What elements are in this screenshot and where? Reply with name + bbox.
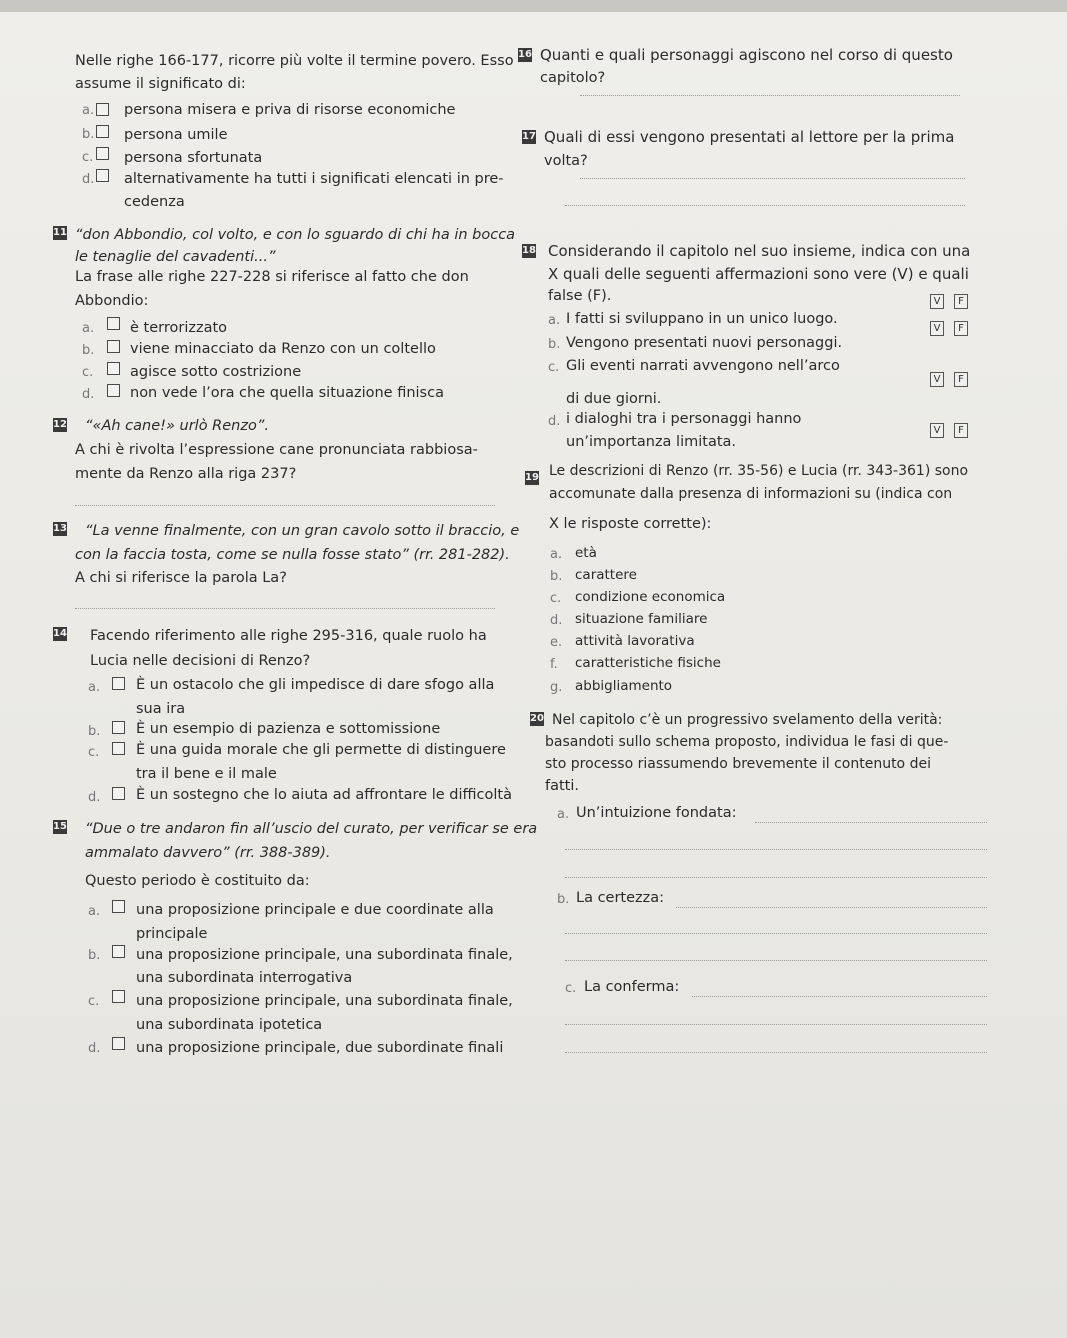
q11-number-badge: 11 [53,227,67,238]
q14-option-a-checkbox[interactable] [112,677,125,690]
q20-stem-line3: sto processo riassumendo brevemente il contenuto dei [545,756,931,772]
q11-option-b-text: viene minacciato da Renzo con un coltello [130,341,436,357]
q20-phase-c-line-3[interactable] [565,1052,987,1053]
q15-option-c-checkbox[interactable] [112,990,125,1003]
q20-stem-line1: Nel capitolo c’è un progressivo svelamento della verità: [552,712,943,728]
q10-option-c-checkbox[interactable] [96,147,109,160]
q15-quote-line2: ammalato davvero” (rr. 388-389). [85,845,331,861]
q18-item-b-letter: b. [548,337,561,352]
q11-option-b-checkbox[interactable] [107,340,120,353]
q11-option-b-letter: b. [82,343,95,358]
q10-stem-line1: Nelle righe 166-177, ricorre più volte il termine povero. Esso [75,53,514,69]
q14-option-d-letter: d. [88,790,101,805]
q20-phase-c-line-1[interactable] [692,996,987,997]
q18-item-b-f-box[interactable]: F [954,321,968,336]
q11-option-a-text: è terrorizzato [130,320,228,336]
q15-option-a-checkbox[interactable] [112,900,125,913]
q11-option-a-letter: a. [82,321,95,336]
q20-phase-a-line-3[interactable] [565,877,987,878]
q19-stem-line1: Le descrizioni di Renzo (rr. 35-56) e Lucia (rr. 343-361) sono [549,463,969,479]
q19-option-g-letter[interactable]: g. [550,680,563,695]
q14-option-b-checkbox[interactable] [112,721,125,734]
q19-option-a-letter[interactable]: a. [550,547,563,562]
q14-option-a-text-cont: sua ira [136,701,186,717]
q13-stem: A chi si riferisce la parola La? [75,570,287,586]
q14-option-c-text-cont: tra il bene e il male [136,766,277,782]
q20-phase-b-label: La certezza: [576,890,665,906]
q19-option-e-text: attività lavorativa [575,633,695,649]
q10-option-a-checkbox[interactable] [96,103,109,116]
q11-option-d-text: non vede l’ora che quella situazione finisca [130,385,444,401]
q20-number-badge: 20 [530,713,544,724]
q10-option-d-text: alternativamente ha tutti i significati elencati in pre- [124,171,504,187]
q18-item-c-f-box[interactable]: F [954,372,968,387]
q15-option-c-text: una proposizione principale, una subordinata finale, [136,993,513,1009]
q10-stem-line2: assume il significato di: [75,76,246,92]
q16-answer-line[interactable] [580,95,960,96]
q18-item-a-v-box[interactable]: V [930,294,944,309]
q14-option-b-text: È un esempio di pazienza e sottomissione [136,721,441,737]
q20-phase-a-label: Un’intuizione fondata: [576,805,737,821]
q18-stem-line1: Considerando il capitolo nel suo insieme, indica con una [548,242,971,260]
q11-option-d-letter: d. [82,387,95,402]
q18-item-c-letter: c. [548,360,560,375]
q16-stem-line1: Quanti e quali personaggi agiscono nel corso di questo [540,46,953,64]
q18-item-a-text: I fatti si sviluppano in un unico luogo. [566,311,838,327]
q19-option-g-text: abbigliamento [575,678,673,694]
q20-stem-line2: basandoti sullo schema proposto, individua le fasi di que- [545,734,949,750]
q19-option-d-letter[interactable]: d. [550,613,563,628]
q15-option-c-text-cont: una subordinata ipotetica [136,1017,323,1033]
q14-option-c-letter: c. [88,745,100,760]
top-edge [0,0,1067,12]
q15-number-badge: 15 [53,821,67,832]
q14-stem-line1: Facendo riferimento alle righe 295-316, quale ruolo ha [90,628,487,644]
q18-item-c-v-box[interactable]: V [930,372,944,387]
q11-stem-line2: Abbondio: [75,293,149,309]
q15-option-d-text: una proposizione principale, due subordinate finali [136,1040,504,1056]
q10-option-b-text: persona umile [124,127,228,143]
q10-option-c-letter: c. [82,150,94,165]
q15-option-a-text-cont: principale [136,926,208,942]
q20-phase-b-line-3[interactable] [565,960,987,961]
q18-item-a-letter: a. [548,313,561,328]
q12-number-badge: 12 [53,419,67,430]
q17-stem-line1: Quali di essi vengono presentati al lettore per la prima [544,128,955,146]
q10-option-c-text: persona sfortunata [124,150,263,166]
q19-number-badge: 19 [525,472,539,483]
q19-option-a-text: età [575,545,597,561]
q15-option-c-letter: c. [88,994,100,1009]
q11-quote-line2: le tenaglie del cavadenti...” [75,249,276,265]
q14-option-c-text: È una guida morale che gli permette di distinguere [136,742,506,758]
q13-quote-line1: “La venne finalmente, con un gran cavolo sotto il braccio, e [85,523,520,539]
q16-number-badge: 16 [518,49,532,60]
q20-phase-c-letter: c. [565,981,577,996]
q12-quote: “«Ah cane!» urlò Renzo”. [85,418,269,434]
q18-stem-line3: false (F). [548,288,612,304]
q15-option-d-letter: d. [88,1041,101,1056]
q14-option-a-text: È un ostacolo che gli impedisce di dare sfogo alla [136,677,495,693]
q20-phase-c-line-2[interactable] [565,1024,987,1025]
q14-option-b-letter: b. [88,724,101,739]
q19-option-b-text: carattere [575,567,637,583]
q12-stem-line2: mente da Renzo alla riga 237? [75,466,297,482]
q13-answer-line[interactable] [75,608,495,609]
q20-phase-a-line-1[interactable] [755,822,987,823]
q20-phase-a-line-2[interactable] [565,849,987,850]
q19-option-c-letter[interactable]: c. [550,591,562,606]
q13-number-badge: 13 [53,523,67,534]
q16-stem-line2: capitolo? [540,70,606,86]
q18-item-d-v-box[interactable]: V [930,423,944,438]
q18-item-b-text: Vengono presentati nuovi personaggi. [566,335,843,351]
q20-phase-c-label: La conferma: [584,979,680,995]
q18-item-b-v-box[interactable]: V [930,321,944,336]
q14-number-badge: 14 [53,628,67,639]
q15-option-b-text: una proposizione principale, una subordinata finale, [136,947,513,963]
q18-item-c-text: Gli eventi narrati avvengono nell’arco [566,358,840,374]
q15-option-a-letter: a. [88,904,101,919]
q11-option-d-checkbox[interactable] [107,384,120,397]
q17-number-badge: 17 [522,131,536,142]
q15-option-b-checkbox[interactable] [112,945,125,958]
q14-stem-line2: Lucia nelle decisioni di Renzo? [90,653,311,669]
q10-option-b-letter: b. [82,127,95,142]
q17-answer-line-2[interactable] [565,205,965,206]
q17-answer-line-1[interactable] [580,178,965,179]
q18-item-d-letter: d. [548,414,561,429]
q18-item-c-text-cont: di due giorni. [566,391,662,407]
q18-stem-line2: X quali delle seguenti affermazioni sono vere (V) e quali [548,265,969,283]
q10-option-d-checkbox[interactable] [96,169,109,182]
q20-phase-b-line-2[interactable] [565,933,987,934]
q18-item-d-text-cont: un’importanza limitata. [566,434,737,450]
q10-option-a-letter: a. [82,103,95,118]
q18-item-d-f-box[interactable]: F [954,423,968,438]
q14-option-d-text: È un sostegno che lo aiuta ad affrontare le difficoltà [136,787,512,803]
q18-number-badge: 18 [522,245,536,256]
q11-option-c-text: agisce sotto costrizione [130,364,302,380]
q10-option-d-letter: d. [82,172,95,187]
q10-option-d-text-cont: cedenza [124,194,185,210]
q11-option-c-checkbox[interactable] [107,362,120,375]
q15-option-a-text: una proposizione principale e due coordinate alla [136,902,494,918]
q19-option-c-text: condizione economica [575,589,726,605]
q12-stem-line1: A chi è rivolta l’espressione cane pronunciata rabbiosa- [75,442,478,458]
q19-option-f-letter[interactable]: f. [550,657,558,672]
q11-option-a-checkbox[interactable] [107,317,120,330]
q15-option-b-letter: b. [88,948,101,963]
q19-option-d-text: situazione familiare [575,611,708,627]
q19-option-e-letter[interactable]: e. [550,635,563,650]
q19-stem-line2: accomunate dalla presenza di informazioni su (indica con [549,486,953,502]
q15-option-d-checkbox[interactable] [112,1037,125,1050]
q17-stem-line2: volta? [544,153,588,169]
q19-stem-line3: X le risposte corrette): [549,516,712,532]
q13-quote-line2: con la faccia tosta, come se nulla fosse stato” (rr. 281-282). [75,547,510,563]
q18-item-d-text: i dialoghi tra i personaggi hanno [566,411,802,427]
q20-stem-line4: fatti. [545,778,579,794]
q19-option-b-letter[interactable]: b. [550,569,563,584]
q14-option-c-checkbox[interactable] [112,742,125,755]
q11-option-c-letter: c. [82,365,94,380]
q11-quote-line1: “don Abbondio, col volto, e con lo sguardo di chi ha in bocca [75,227,516,243]
q11-stem-line1: La frase alle righe 227-228 si riferisce al fatto che don [75,269,469,285]
q15-quote-line1: “Due o tre andaron fin all’uscio del curato, per verificar se era [85,821,538,837]
q15-stem: Questo periodo è costituito da: [85,873,310,889]
q19-option-f-text: caratteristiche fisiche [575,655,721,671]
q18-item-a-f-box[interactable]: F [954,294,968,309]
q20-phase-a-letter: a. [557,807,570,822]
q10-option-a-text: persona misera e priva di risorse economiche [124,102,456,118]
q20-phase-b-line-1[interactable] [676,907,987,908]
q15-option-b-text-cont: una subordinata interrogativa [136,970,353,986]
q20-phase-b-letter: b. [557,892,570,907]
q12-answer-line[interactable] [75,505,495,506]
q10-option-b-checkbox[interactable] [96,125,109,138]
q14-option-a-letter: a. [88,680,101,695]
q14-option-d-checkbox[interactable] [112,787,125,800]
